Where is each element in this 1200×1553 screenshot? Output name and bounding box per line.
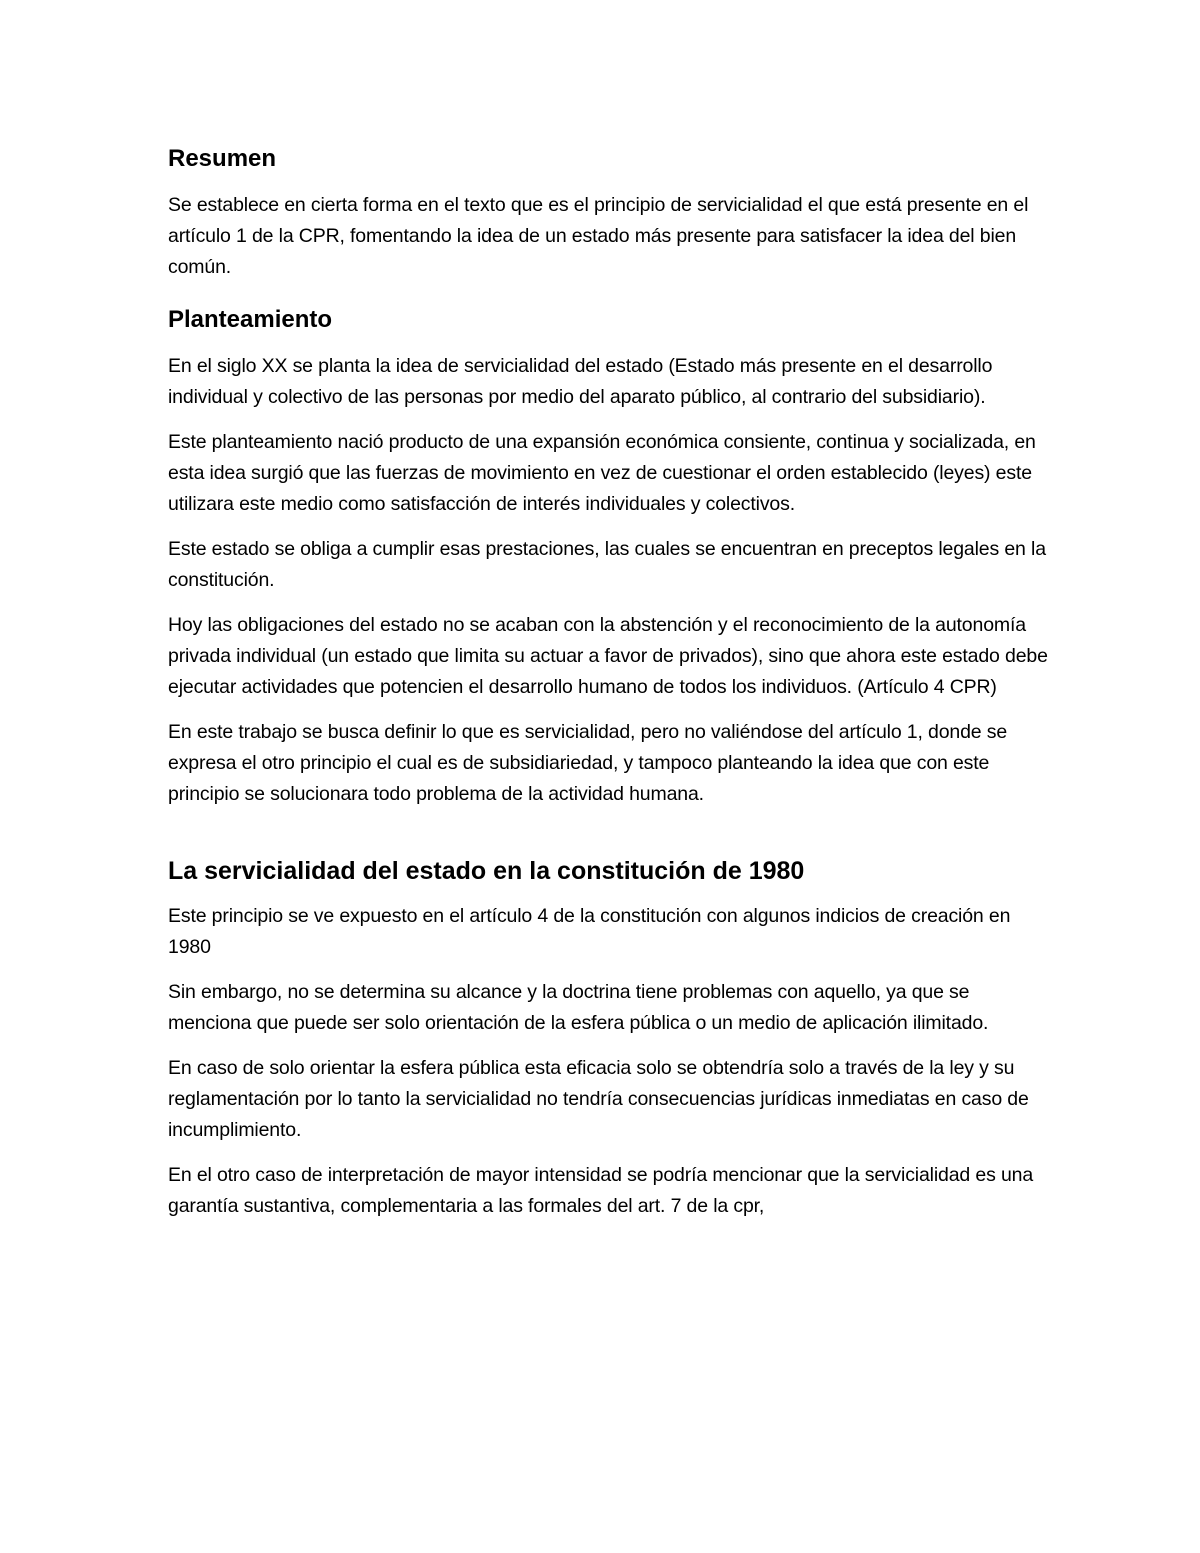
paragraph: En caso de solo orientar la esfera pública esta eficacia solo se obtendría solo a través de la ley y su reglamentación por lo tanto la servicialidad no tendría consecuencias jurídicas inmediatas en caso de incumplimiento. (168, 1057, 1029, 1142)
paragraph: En este trabajo se busca definir lo que es servicialidad, pero no valiéndose del artículo 1, donde se expresa el otro principio el cual es de subsidiariedad, y tampoco planteando la idea que con este principio se solucionara todo problema de la actividad humana. (168, 721, 1008, 805)
paragraph: Este planteamiento nació producto de una expansión económica consiente, continua y socializada, en esta idea surgió que las fuerzas de movimiento en vez de cuestionar el orden establecido (leyes) este utilizara este medio como satisfacción de interés individuales y colectivos. (168, 431, 1036, 515)
paragraph: Este estado se obliga a cumplir esas prestaciones, las cuales se encuentran en preceptos legales en la constitución. (168, 538, 1046, 591)
section-heading-servicialidad-1980: La servicialidad del estado en la constitución de 1980 (168, 857, 805, 885)
paragraph: Se establece en cierta forma en el texto que es el principio de servicialidad el que está presente en el artículo 1 de la CPR, fomentando la idea de un estado más presente para satisfacer la idea del bien común. (168, 194, 1029, 278)
paragraph: En el siglo XX se planta la idea de servicialidad del estado (Estado más presente en el desarrollo individual y colectivo de las personas por medio del aparato público, al contrario del subsidiario). (168, 355, 993, 408)
section-heading-planteamiento: Planteamiento (168, 306, 333, 333)
section-heading-resumen: Resumen (168, 145, 277, 172)
paragraph: Hoy las obligaciones del estado no se acaban con la abstención y el reconocimiento de la autonomía privada individual (un estado que limita su actuar a favor de privados), sino que ahora este estado debe ejecutar actividades que potencien el desarrollo humano de todos los individuos. (Artículo 4 CPR) (168, 614, 1048, 698)
paragraph: Este principio se ve expuesto en el artículo 4 de la constitución con algunos indicios de creación en 1980 (168, 905, 1011, 959)
document-body (168, 140, 1048, 1236)
paragraph: En el otro caso de interpretación de mayor intensidad se podría mencionar que la servicialidad es una garantía sustantiva, complementaria a las formales del art. 7 de la cpr, (168, 1164, 1034, 1218)
section-spacer (168, 824, 1048, 856)
paragraph: Sin embargo, no se determina su alcance y la doctrina tiene problemas con aquello, ya que se menciona que puede ser solo orientación de la esfera pública o un medio de aplicación ilimitado. (168, 981, 989, 1035)
